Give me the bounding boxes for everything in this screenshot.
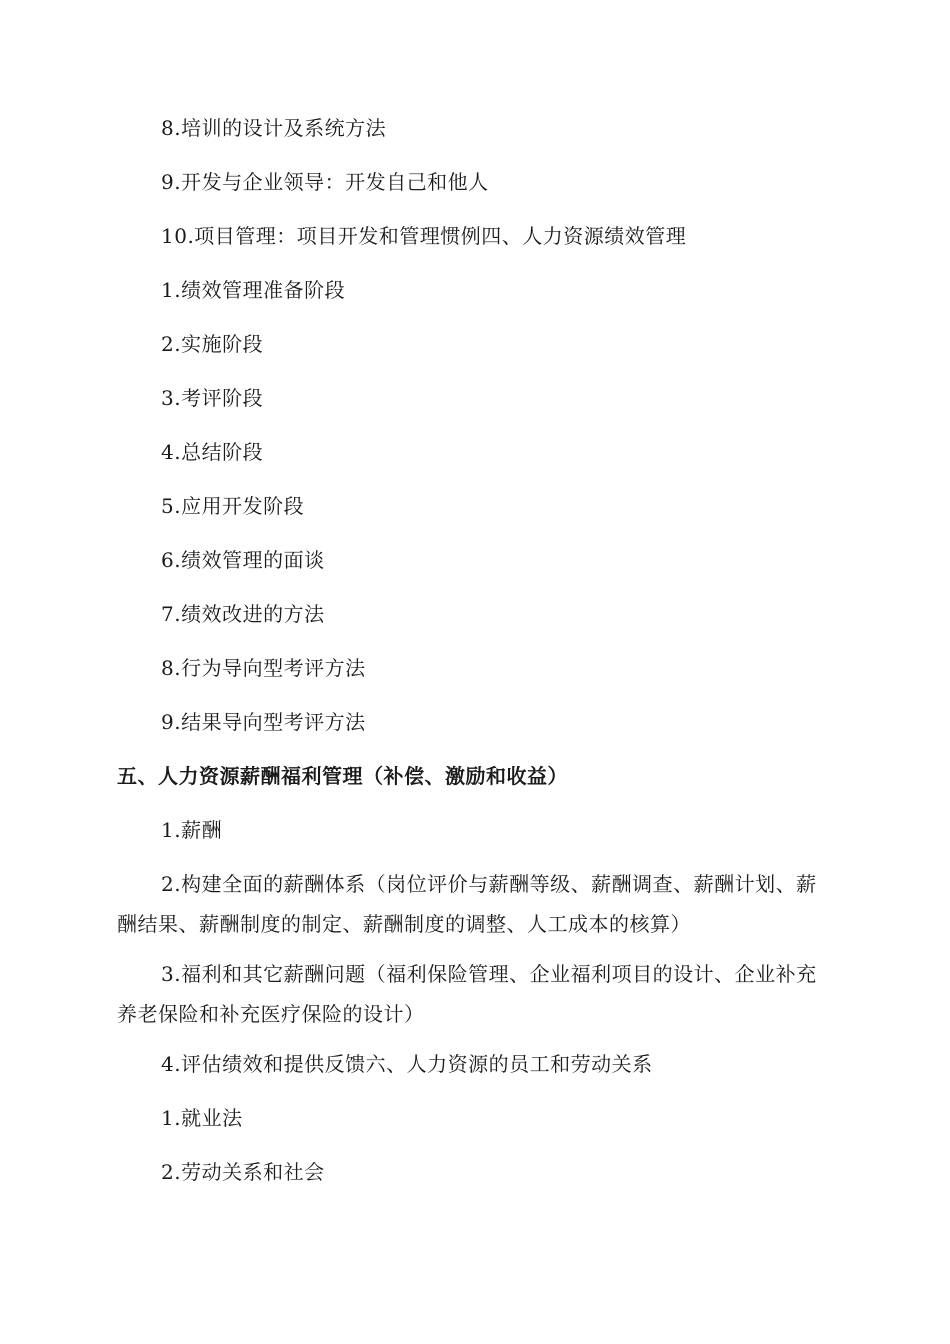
paragraph-benefits: 3.福利和其它薪酬问题（福利保险管理、企业福利项目的设计、企业补充养老保险和补充医疗保险的设计） [117, 962, 817, 1026]
paragraph-application: 5.应用开发阶段 [161, 494, 305, 518]
document-body [117, 112, 837, 1210]
paragraph-training-design: 8.培训的设计及系统方法 [161, 116, 387, 140]
paragraph-interview: 6.绩效管理的面谈 [161, 548, 325, 572]
paragraph-labor-relations: 2.劳动关系和社会 [161, 1160, 325, 1184]
paragraph-compensation-system: 2.构建全面的薪酬体系（岗位评价与薪酬等级、薪酬调查、薪酬计划、薪酬结果、薪酬制度的制定、薪酬制度的调整、人工成本的核算） [117, 872, 817, 936]
paragraph-performance-prep: 1.绩效管理准备阶段 [161, 278, 346, 302]
paragraph-improvement: 7.绩效改进的方法 [161, 602, 325, 626]
paragraph-evaluation: 3.考评阶段 [161, 386, 264, 410]
paragraph-implementation: 2.实施阶段 [161, 332, 264, 356]
section-heading: 五、人力资源薪酬福利管理（补偿、激励和收益） [117, 764, 568, 788]
paragraph-employment-law: 1.就业法 [161, 1106, 243, 1130]
paragraph-feedback: 4.评估绩效和提供反馈六、人力资源的员工和劳动关系 [161, 1052, 653, 1076]
paragraph-project-management: 10.项目管理：项目开发和管理惯例四、人力资源绩效管理 [161, 224, 687, 248]
paragraph-leadership-development: 9.开发与企业领导：开发自己和他人 [161, 170, 489, 194]
paragraph-summary: 4.总结阶段 [161, 440, 264, 464]
paragraph-result-method: 9.结果导向型考评方法 [161, 710, 366, 734]
paragraph-compensation: 1.薪酬 [161, 818, 223, 842]
paragraph-behavior-method: 8.行为导向型考评方法 [161, 656, 366, 680]
